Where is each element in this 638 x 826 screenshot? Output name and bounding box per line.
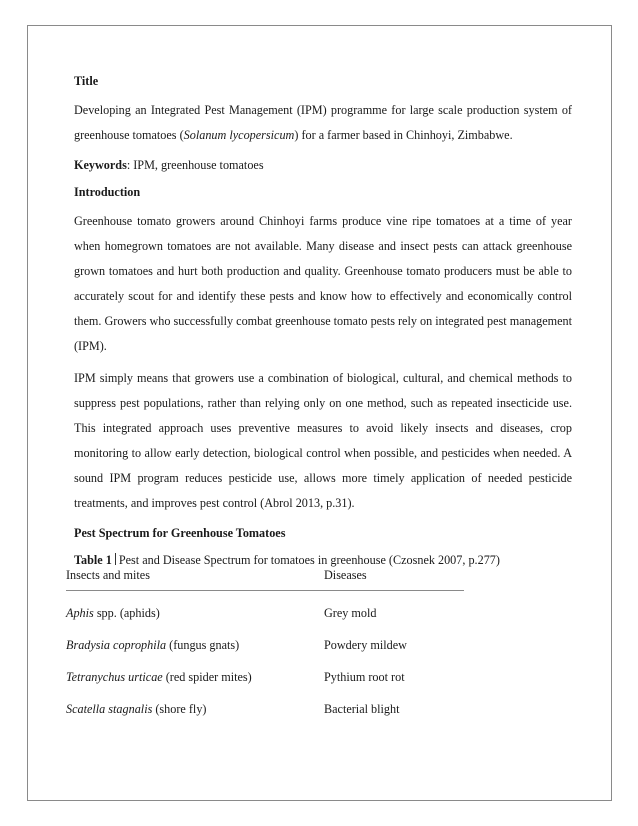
table-row: Aphis spp. (aphids) Grey mold xyxy=(66,605,377,620)
introduction-heading: Introduction xyxy=(74,185,141,199)
table-row: Scatella stagnalis (shore fly) Bacterial blight xyxy=(66,701,400,716)
document-body xyxy=(74,71,572,577)
keywords-label: Keywords xyxy=(74,158,127,172)
title-heading: Title xyxy=(74,74,99,88)
intro-paragraph-1: Greenhouse tomato growers around Chinhoyi farms produce vine ripe tomatoes at a time of year when homegrown tomatoes are not available. Many disease and insect pests can attack greenhouse grown tomatoes and hurt both production and quality. Greenhouse tomato producers must be able to accurately scout for and identify these pests and know how to effectively and economically control them. Growers who successfully combat greenhouse tomato pests rely on integrated pest management (IPM). xyxy=(74,214,572,353)
pest-disease-table xyxy=(66,566,464,725)
table-row: Tetranychus urticae (red spider mites) Pythium root rot xyxy=(66,669,405,684)
pest-spectrum-heading: Pest Spectrum for Greenhouse Tomatoes xyxy=(74,526,286,540)
title-text: Developing an Integrated Pest Management (IPM) programme for large scale production system of greenhouse tomatoes (Solanum lycopersicum) for a farmer based in Chinhoyi, Zimbabwe. xyxy=(74,103,572,142)
table-row: Bradysia coprophila (fungus gnats) Powdery mildew xyxy=(66,637,407,652)
table-header-diseases: Diseases xyxy=(324,568,367,582)
keywords-line: Keywords: IPM, greenhouse tomatoes xyxy=(74,158,264,172)
intro-paragraph-2: IPM simply means that growers use a combination of biological, cultural, and chemical methods to suppress pest populations, rather than relying only on one method, such as repeated insecticide use. This integrated approach uses preventive measures to avoid likely insects and diseases, crop monitoring to allow early detection, biological control when possible, and pesticides when needed. A sound IPM program reduces pesticide use, allows more timely application of needed pesticide treatments, and improves pest control (Abrol 2013, p.31). xyxy=(74,371,572,510)
table-header-insects: Insects and mites xyxy=(66,568,150,582)
table-caption: Table 1 Pest and Disease Spectrum for tomatoes in greenhouse (Czosnek 2007, p.277) xyxy=(74,553,500,567)
table-header-row xyxy=(66,566,464,591)
